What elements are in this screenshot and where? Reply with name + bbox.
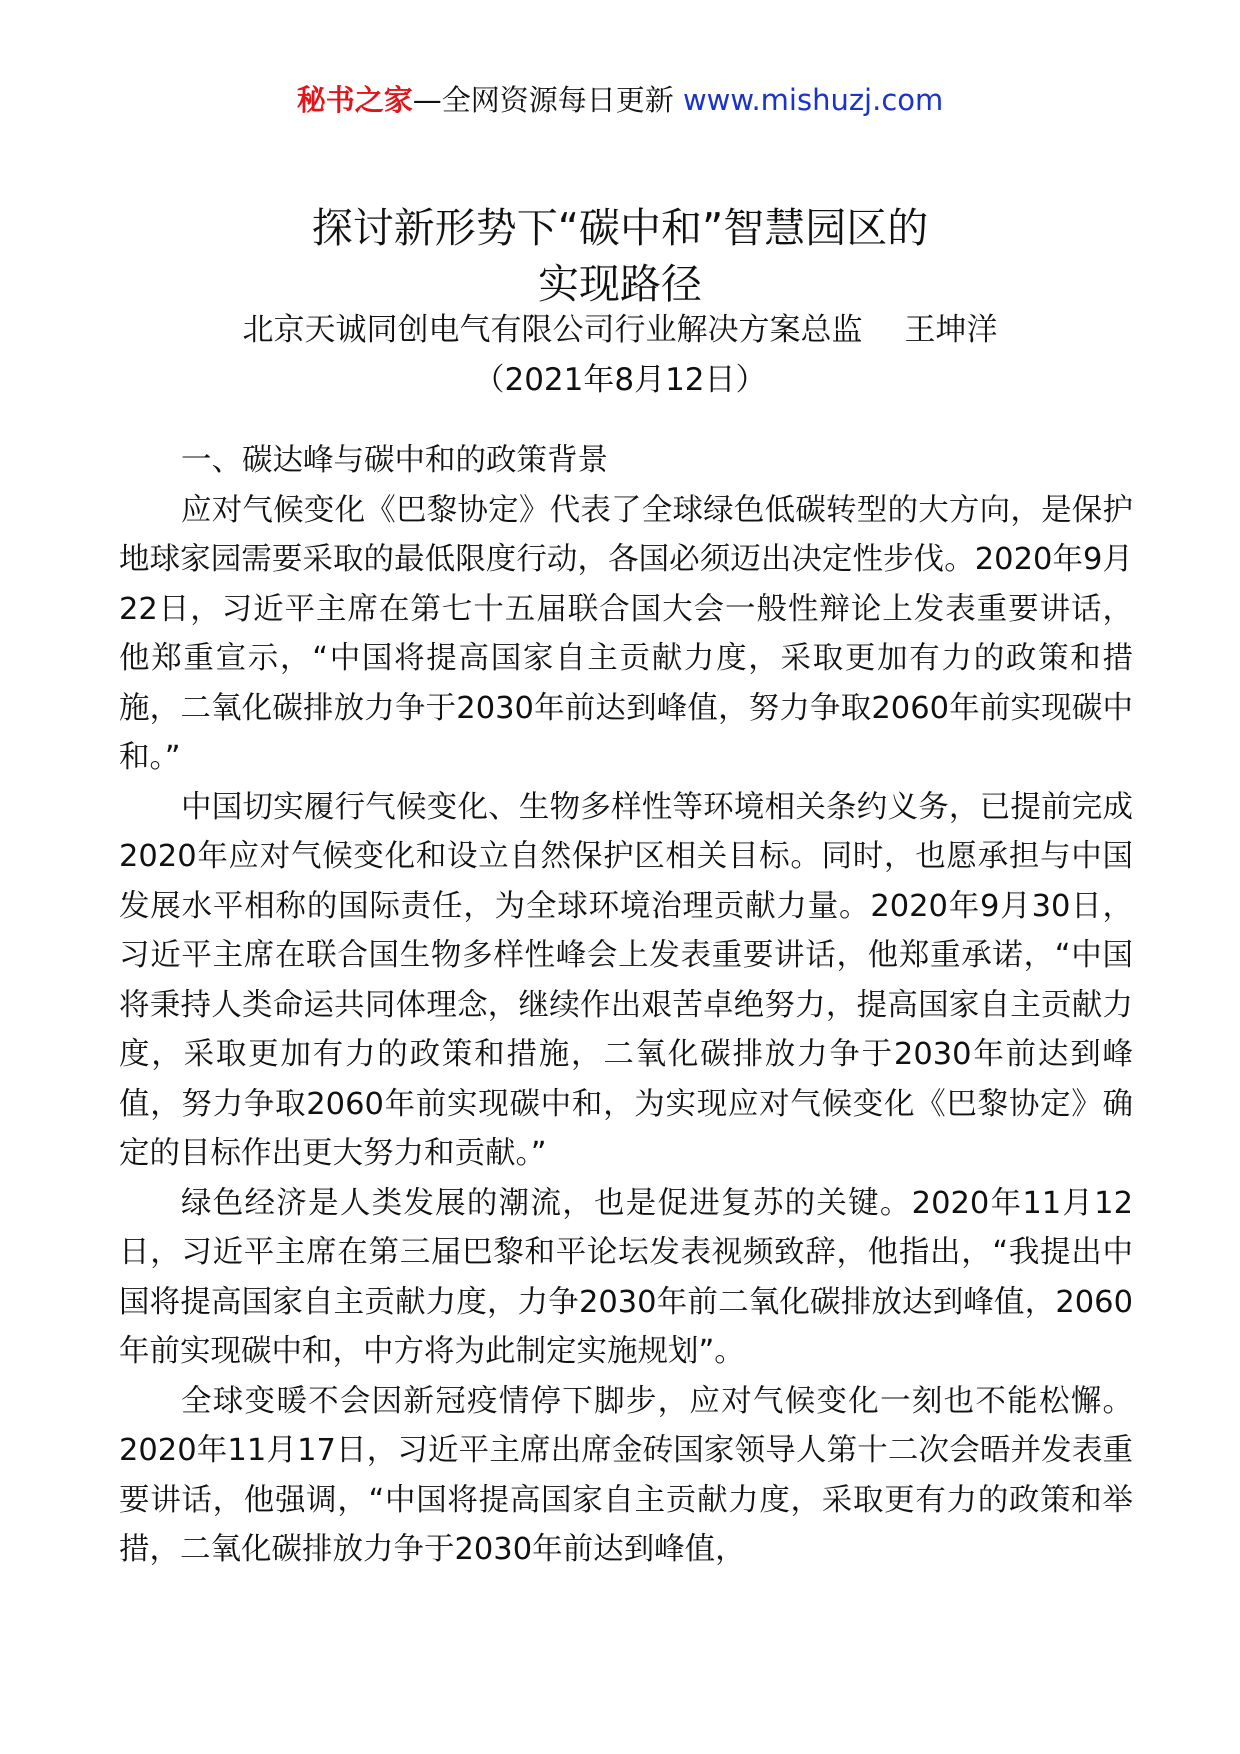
body-paragraph: 应对气候变化《巴黎协定》代表了全球绿色低碳转型的大方向，是保护地球家园需要采取的最低限度行动，各国必须迈出决定性步伐。2020年9月22日，习近平主席在第七十五届联合国大会一般性辩论上发表重要讲话，他郑重宣示，“中国将提高国家自主贡献力度，采取更加有力的政策和措施，二氧化碳排放力争于2030年前达到峰值，努力争取2060年前实现碳中和。” bbox=[119, 492, 1133, 775]
byline bbox=[0, 306, 1240, 354]
body-paragraph: 中国切实履行气候变化、生物多样性等环境相关条约义务，已提前完成2020年应对气候变化和设立自然保护区相关目标。同时，也愿承担与中国发展水平相称的国际责任，为全球环境治理贡献力量。2020年9月30日，习近平主席在联合国生物多样性峰会上发表重要讲话，他郑重承诺，“中国将秉持人类命运共同体理念，继续作出艰苦卓绝努力，提高国家自主贡献力度，采取更加有力的政策和措施，二氧化碳排放力争于2030年前达到峰值，努力争取2060年前实现碳中和，为实现应对气候变化《巴黎协定》确定的目标作出更大努力和贡献。” bbox=[119, 789, 1133, 1171]
header-tagline: —全网资源每日更新 bbox=[412, 83, 674, 117]
body-paragraph: 绿色经济是人类发展的潮流，也是促进复苏的关键。2020年11月12日，习近平主席在第三届巴黎和平论坛发表视频致辞，他指出，“我提出中国将提高国家自主贡献力度，力争2030年前二氧化碳排放达到峰值，2060年前实现碳中和，中方将为此制定实施规划”。 bbox=[119, 1185, 1133, 1369]
author-name: 王坤洋 bbox=[904, 312, 998, 348]
body-paragraph: 全球变暖不会因新冠疫情停下脚步，应对气候变化一刻也不能松懈。2020年11月17日，习近平主席出席金砖国家领导人第十二次会晤并发表重要讲话，他强调，“中国将提高国家自主贡献力度，采取更有力的政策和举措，二氧化碳排放力争于2030年前达到峰值， bbox=[119, 1383, 1133, 1567]
document-date: （2021年8月12日） bbox=[473, 362, 767, 398]
document-title bbox=[0, 200, 1240, 312]
title-line-2: 实现路径 bbox=[538, 260, 702, 308]
brand-name: 秘书之家 bbox=[296, 83, 413, 117]
author-affiliation: 北京天诚同创电气有限公司行业解决方案总监 bbox=[242, 312, 863, 348]
site-url-link[interactable]: www.mishuzj.com bbox=[682, 83, 944, 117]
section-heading: 一、碳达峰与碳中和的政策背景 bbox=[181, 443, 608, 478]
site-header bbox=[0, 78, 1240, 122]
title-line-1: 探讨新形势下“碳中和”智慧园区的 bbox=[311, 204, 929, 252]
document-body bbox=[119, 436, 1133, 1575]
